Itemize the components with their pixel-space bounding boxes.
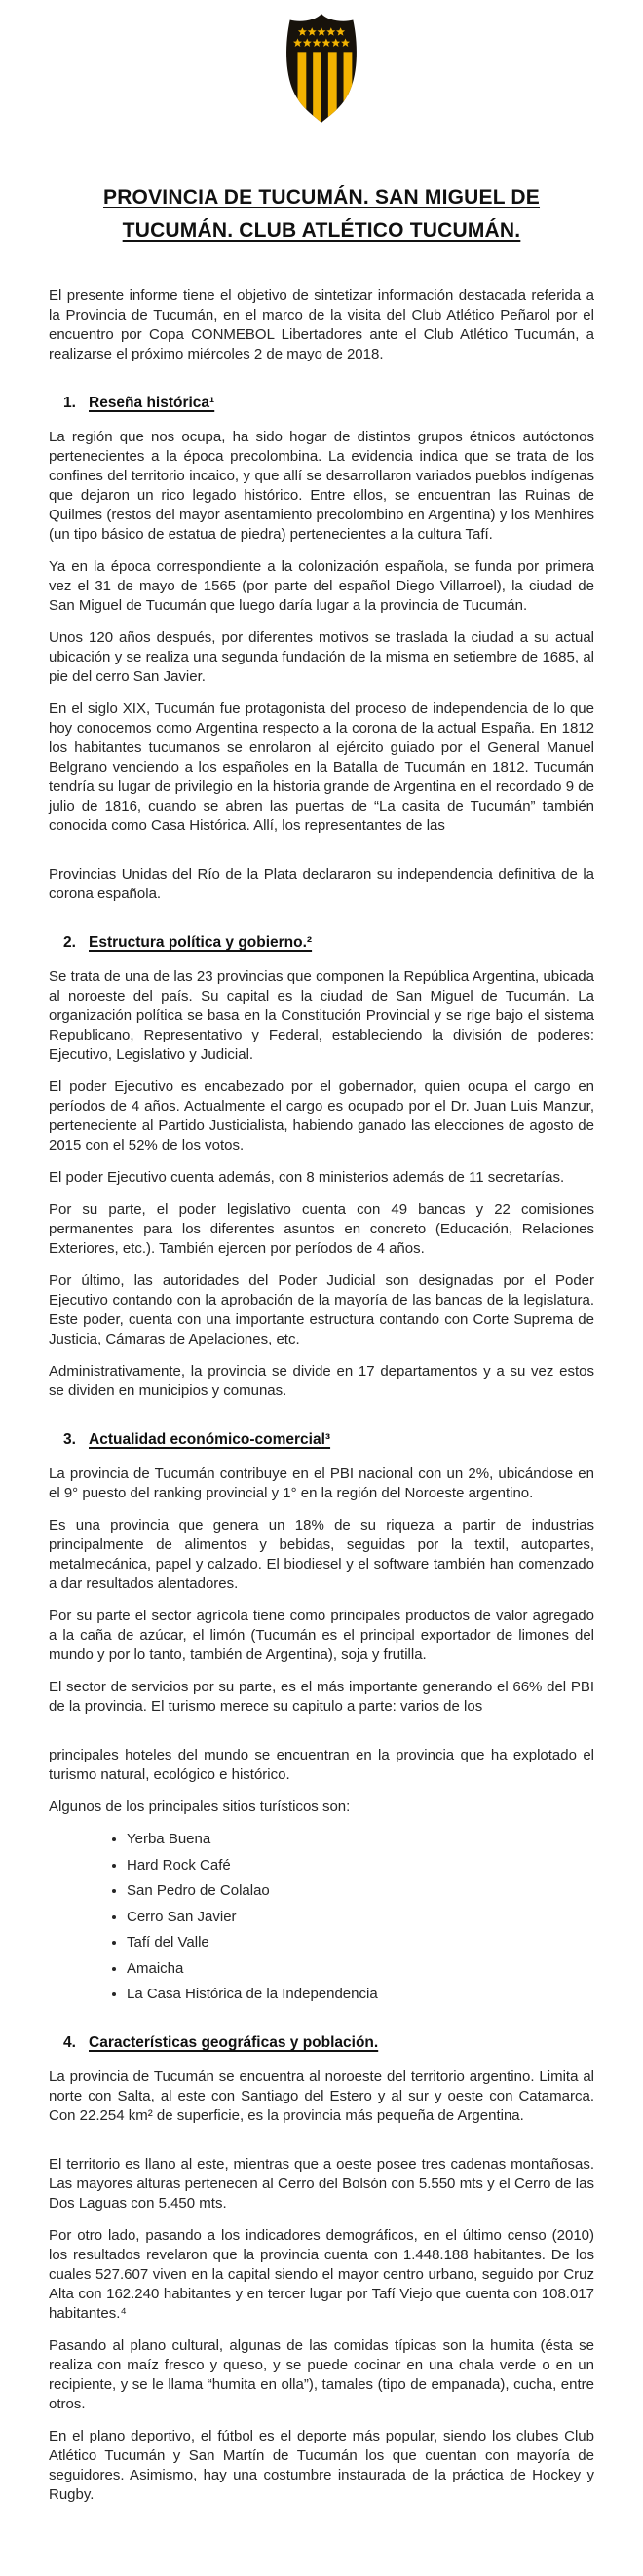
tourist-sites-list-intro: Algunos de los principales sitios turísticos son: [49, 1799, 351, 1815]
section-number: 1. [63, 395, 76, 411]
paragraph: El territorio es llano al este, mientras que a oeste posee tres cadenas montañosas. Las mayores alturas pertenecen al Cerro del Bolsón con 5.550 mts y el Cerro de las Dos Laguas con 5.450 mts. [49, 2156, 594, 2212]
paragraph: Por otro lado, pasando a los indicadores demográficos, en el último censo (2010) los resultados revelaron que la provincia cuenta con 1.448.188 habitantes. De los cuales 527.607 viven en la capital siendo el mayor centro urbano, seguido por Cruz Alta con 162.240 habitantes y en tercer lugar por Tafí Viejo que cuenta con 108.017 habitantes.⁴ [49, 2227, 594, 2322]
paragraph: Por su parte, el poder legislativo cuenta con 49 bancas y 22 comisiones permanentes para los diferentes asuntos en concreto (Educación, Relaciones Exteriores, etc.). También ejercen por períodos de 4 años. [49, 1201, 594, 1257]
paragraph: En el plano deportivo, el fútbol es el deporte más popular, siendo los clubes Club Atlético Tucumán y San Martín de Tucumán los que cuentan con mayoría de seguidores. Asimismo, hay una costumbre instaurada de la práctica de Hockey y Rugby. [49, 2428, 594, 2503]
paragraph: La región que nos ocupa, ha sido hogar de distintos grupos étnicos autóctonos pertenecientes a la época precolombina. La evidencia indica que se trata de los confines del territorio incaico, y que allí se desarrollaron variados pueblos indígenas que dejaron un rico legado histórico. Entre ellos, se encuentran las Ruinas de Quilmes (restos del mayor asentamiento precolombino en Argentina) y los Menhires (un tipo básico de estatua de piedra) pertenecientes a la cultura Tafí. [49, 429, 594, 543]
section-number: 2. [63, 934, 76, 951]
section-heading-text: Reseña histórica¹ [89, 395, 215, 411]
tourist-sites-list [49, 1830, 594, 2004]
paragraph: En el siglo XIX, Tucumán fue protagonista del proceso de independencia de lo que hoy conocemos como Argentina respecto a la corona de la actual España. En 1812 los habitantes tucumanos se enrolaron al ejército guiado por el General Manuel Belgrano venciendo a los españoles en la Batalla de Tucumán en 1812. Tucumán tendría su lugar de privilegio en la historia grande de Argentina en el recordado 9 de julio de 1816, cuando se abren las puertas de “La casita de Tucumán” también conocida como Casa Histórica. Allí, los representantes de las [49, 701, 594, 834]
list-item: • Yerba Buena [127, 1830, 594, 1849]
section-number: 3. [63, 1431, 76, 1448]
list-item: • Amaicha [127, 1959, 594, 1979]
section-4-heading [49, 2033, 594, 2053]
paragraph: Por su parte el sector agrícola tiene como principales productos de valor agregado a la caña de azúcar, el limón (Tucumán es el principal exportador de limones del mundo y por lo tanto, también de Argentina), soja y frutilla. [49, 1608, 594, 1663]
section-heading-text: Actualidad económico-comercial³ [89, 1431, 331, 1448]
paragraph: Ya en la época correspondiente a la colonización española, se funda por primera vez el 31 de mayo de 1565 (por parte del español Diego Villarroel), la ciudad de San Miguel de Tucumán que luego daría lugar a la provincia de Tucumán. [49, 558, 594, 614]
paragraph: El poder Ejecutivo es encabezado por el gobernador, quien ocupa el cargo en períodos de 4 años. Actualmente el cargo es ocupado por el Dr. Juan Luis Manzur, perteneciente al Partido Justicialista, habiendo ganado las elecciones de agosto de 2015 con el 52% de los votos. [49, 1079, 594, 1154]
paragraph: Unos 120 años después, por diferentes motivos se traslada la ciudad a su actual ubicación y se realiza una segunda fundación de la misma en setiembre de 1685, al pie del cerro San Javier. [49, 629, 594, 685]
list-item: • La Casa Histórica de la Independencia [127, 1985, 594, 2004]
section-2-heading [49, 933, 594, 953]
section-number: 4. [63, 2034, 76, 2051]
paragraph: Se trata de una de las 23 provincias que componen la República Argentina, ubicada al noroeste del país. Su capital es la ciudad de San Miguel de Tucumán. La organización política se basa en la Constitución Provincial y se rige bajo el sistema Republicano, Representativo y Federal, estableciendo la división de poderes: Ejecutivo, Legislativo y Judicial. [49, 968, 594, 1063]
section-3-heading [49, 1430, 594, 1450]
paragraph: Provincias Unidas del Río de la Plata declararon su independencia definitiva de la corona española. [49, 866, 594, 902]
section-heading-text: Características geográficas y población. [89, 2034, 379, 2051]
paragraph: El sector de servicios por su parte, es el más importante generando el 66% del PBI de la provincia. El turismo merece su capitulo a parte: varios de los [49, 1679, 594, 1715]
section-1-heading [49, 394, 594, 413]
paragraph: Pasando al plano cultural, algunas de las comidas típicas son la humita (ésta se realiza con maíz fresco y queso, y se puede cocinar en una chala verde o en un recipiente, y se le llama “humita en olla”), tamales (tipo de empanada), cucha, entre otros. [49, 2337, 594, 2412]
paragraph: Es una provincia que genera un 18% de su riqueza a partir de industrias principalmente de alimentos y bebidas, seguidas por la textil, autopartes, metalmecánica, papel y calzado. El biodiesel y el software también han comenzado a dar resultados alentadores. [49, 1517, 594, 1592]
paragraph: Por último, las autoridades del Poder Judicial son designadas por el Poder Ejecutivo contando con la aprobación de la mayoría de las bancas de la legislatura. Este poder, cuenta con una importante estructura contando con Corte Suprema de Justicia, Cámaras de Apelaciones, etc. [49, 1272, 594, 1347]
paragraph: Administrativamente, la provincia se divide en 17 departamentos y a su vez estos se dividen en municipios y comunas. [49, 1363, 594, 1399]
paragraph: principales hoteles del mundo se encuentran en la provincia que ha explotado el turismo natural, ecológico e histórico. [49, 1747, 594, 1783]
list-item: • Hard Rock Café [127, 1856, 594, 1875]
paragraph: El poder Ejecutivo cuenta además, con 8 ministerios además de 11 secretarías. [49, 1169, 565, 1186]
intro-paragraph: El presente informe tiene el objetivo de sintetizar información destacada referida a la Provincia de Tucumán, en el marco de la visita del Club Atlético Peñarol por el encuentro por Copa CONMEBOL Libertadores ante el Club Atlético Tucumán, a realizarse el próximo miércoles 2 de mayo de 2018. [49, 287, 594, 362]
paragraph: La provincia de Tucumán se encuentra al noroeste del territorio argentino. Limita al norte con Salta, al este con Santiago del Estero y al sur y oeste con Catamarca. Con 22.254 km² de superficie, es la provincia más pequeña de Argentina. [49, 2068, 594, 2124]
paragraph: La provincia de Tucumán contribuye en el PBI nacional con un 2%, ubicándose en el 9° puesto del ranking provincial y 1° en la región del Noroeste argentino. [49, 1465, 594, 1501]
section-heading-text: Estructura política y gobierno.² [89, 934, 313, 951]
list-item: • Tafí del Valle [127, 1933, 594, 1952]
list-item: • Cerro San Javier [127, 1908, 594, 1927]
document-title: PROVINCIA DE TUCUMÁN. SAN MIGUEL DE TUCUMÁN. CLUB ATLÉTICO TUCUMÁN. [102, 186, 541, 242]
list-item: • San Pedro de Colalao [127, 1881, 594, 1901]
penarol-crest-icon [274, 12, 369, 125]
